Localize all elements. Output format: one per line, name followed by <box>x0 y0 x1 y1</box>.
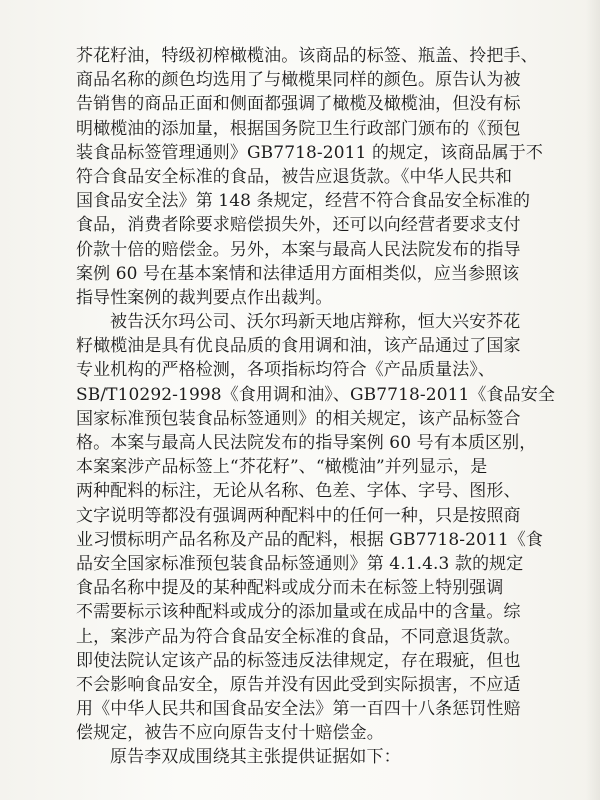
scan-shadow-edge <box>586 0 600 800</box>
text-line: 专业机构的严格检测，各项指标均符合《产品质量法》、 <box>76 360 495 381</box>
text-line: 业习惯标明产品名称及产品的配料，根据 GB7718-2011《食 <box>76 529 543 550</box>
text-line: 明橄榄油的添加量，根据国务院卫生行政部门颁布的《预包 <box>76 118 521 139</box>
text-line: 芥花籽油，特级初榨橄榄油。该商品的标签、瓶盖、拎把手、 <box>76 46 538 66</box>
text-line: 不会影响食品安全，原告并没有因此受到实际损害，不应适 <box>76 674 521 695</box>
text-line: 装食品标签管理通则》GB7718-2011 的规定，该商品属于不 <box>76 142 543 163</box>
text-line: 符合食品安全标准的食品，被告应退货款。《中华人民共和 <box>76 166 513 187</box>
text-line: 格。本案与最高人民法院发布的指导案例 60 号有本质区别， <box>76 433 537 453</box>
text-line: 商品名称的颜色均选用了与橄榄果同样的颜色。原告认为被 <box>76 70 521 91</box>
paragraph-start-line: 被告沃尔玛公司、沃尔玛新天地店辩称，恒大兴安芥花 <box>110 312 521 333</box>
text-line: 食品，消费者除要求赔偿损失外，还可以向经营者要求支付 <box>76 215 521 236</box>
text-line: 告销售的商品正面和侧面都强调了橄榄及橄榄油，但没有标 <box>76 94 521 115</box>
text-line: 用《中华人民共和国食品安全法》第一百四十八条惩罚性赔 <box>76 699 521 720</box>
text-line: 即使法院认定该产品的标签违反法律规定，存在瑕疵，但也 <box>76 650 521 671</box>
text-line: 国家标准预包装食品标签通则》的相关规定，该产品标签合 <box>76 408 521 429</box>
text-line: 本案案涉产品标签上“芥花籽”、“橄榄油”并列显示，是 <box>76 457 488 478</box>
text-line: 籽橄榄油是具有优良品质的食用调和油，该产品通过了国家 <box>76 336 521 357</box>
text-line: 食品名称中提及的某种配料或成分而未在标签上特别强调 <box>76 578 504 599</box>
text-line: 品安全国家标准预包装食品标签通则》第 4.1.4.3 款的规定 <box>76 553 524 574</box>
text-line: 价款十倍的赔偿金。另外，本案与最高人民法院发布的指导 <box>76 239 521 260</box>
text-line: 指导性案例的裁判要点作出裁判。 <box>76 287 333 308</box>
paragraph-start-line: 原告李双成围绕其主张提供证据如下： <box>110 747 401 768</box>
text-line: 文字说明等都没有强调两种配料中的任何一种，只是按照商 <box>76 505 521 526</box>
text-line: 案例 60 号在基本案情和法律适用方面相类似，应当参照该 <box>76 263 520 284</box>
text-line: 不需要标示该种配料或成分的添加量或在成品中的含量。综 <box>76 602 521 623</box>
text-line: 上，案涉产品为符合食品安全标准的食品，不同意退货款。 <box>76 626 521 647</box>
text-line: 两种配料的标注，无论从名称、色差、字体、字号、图形、 <box>76 481 521 502</box>
document-body <box>76 44 584 770</box>
text-line: 偿规定，被告不应向原告支付十赔偿金。 <box>76 723 384 744</box>
text-line: 国食品安全法》第 148 条规定，经营不符合食品安全标准的 <box>76 191 531 212</box>
text-line: SB/T10292-1998《食用调和油》、GB7718-2011《食品安全 <box>76 384 555 405</box>
